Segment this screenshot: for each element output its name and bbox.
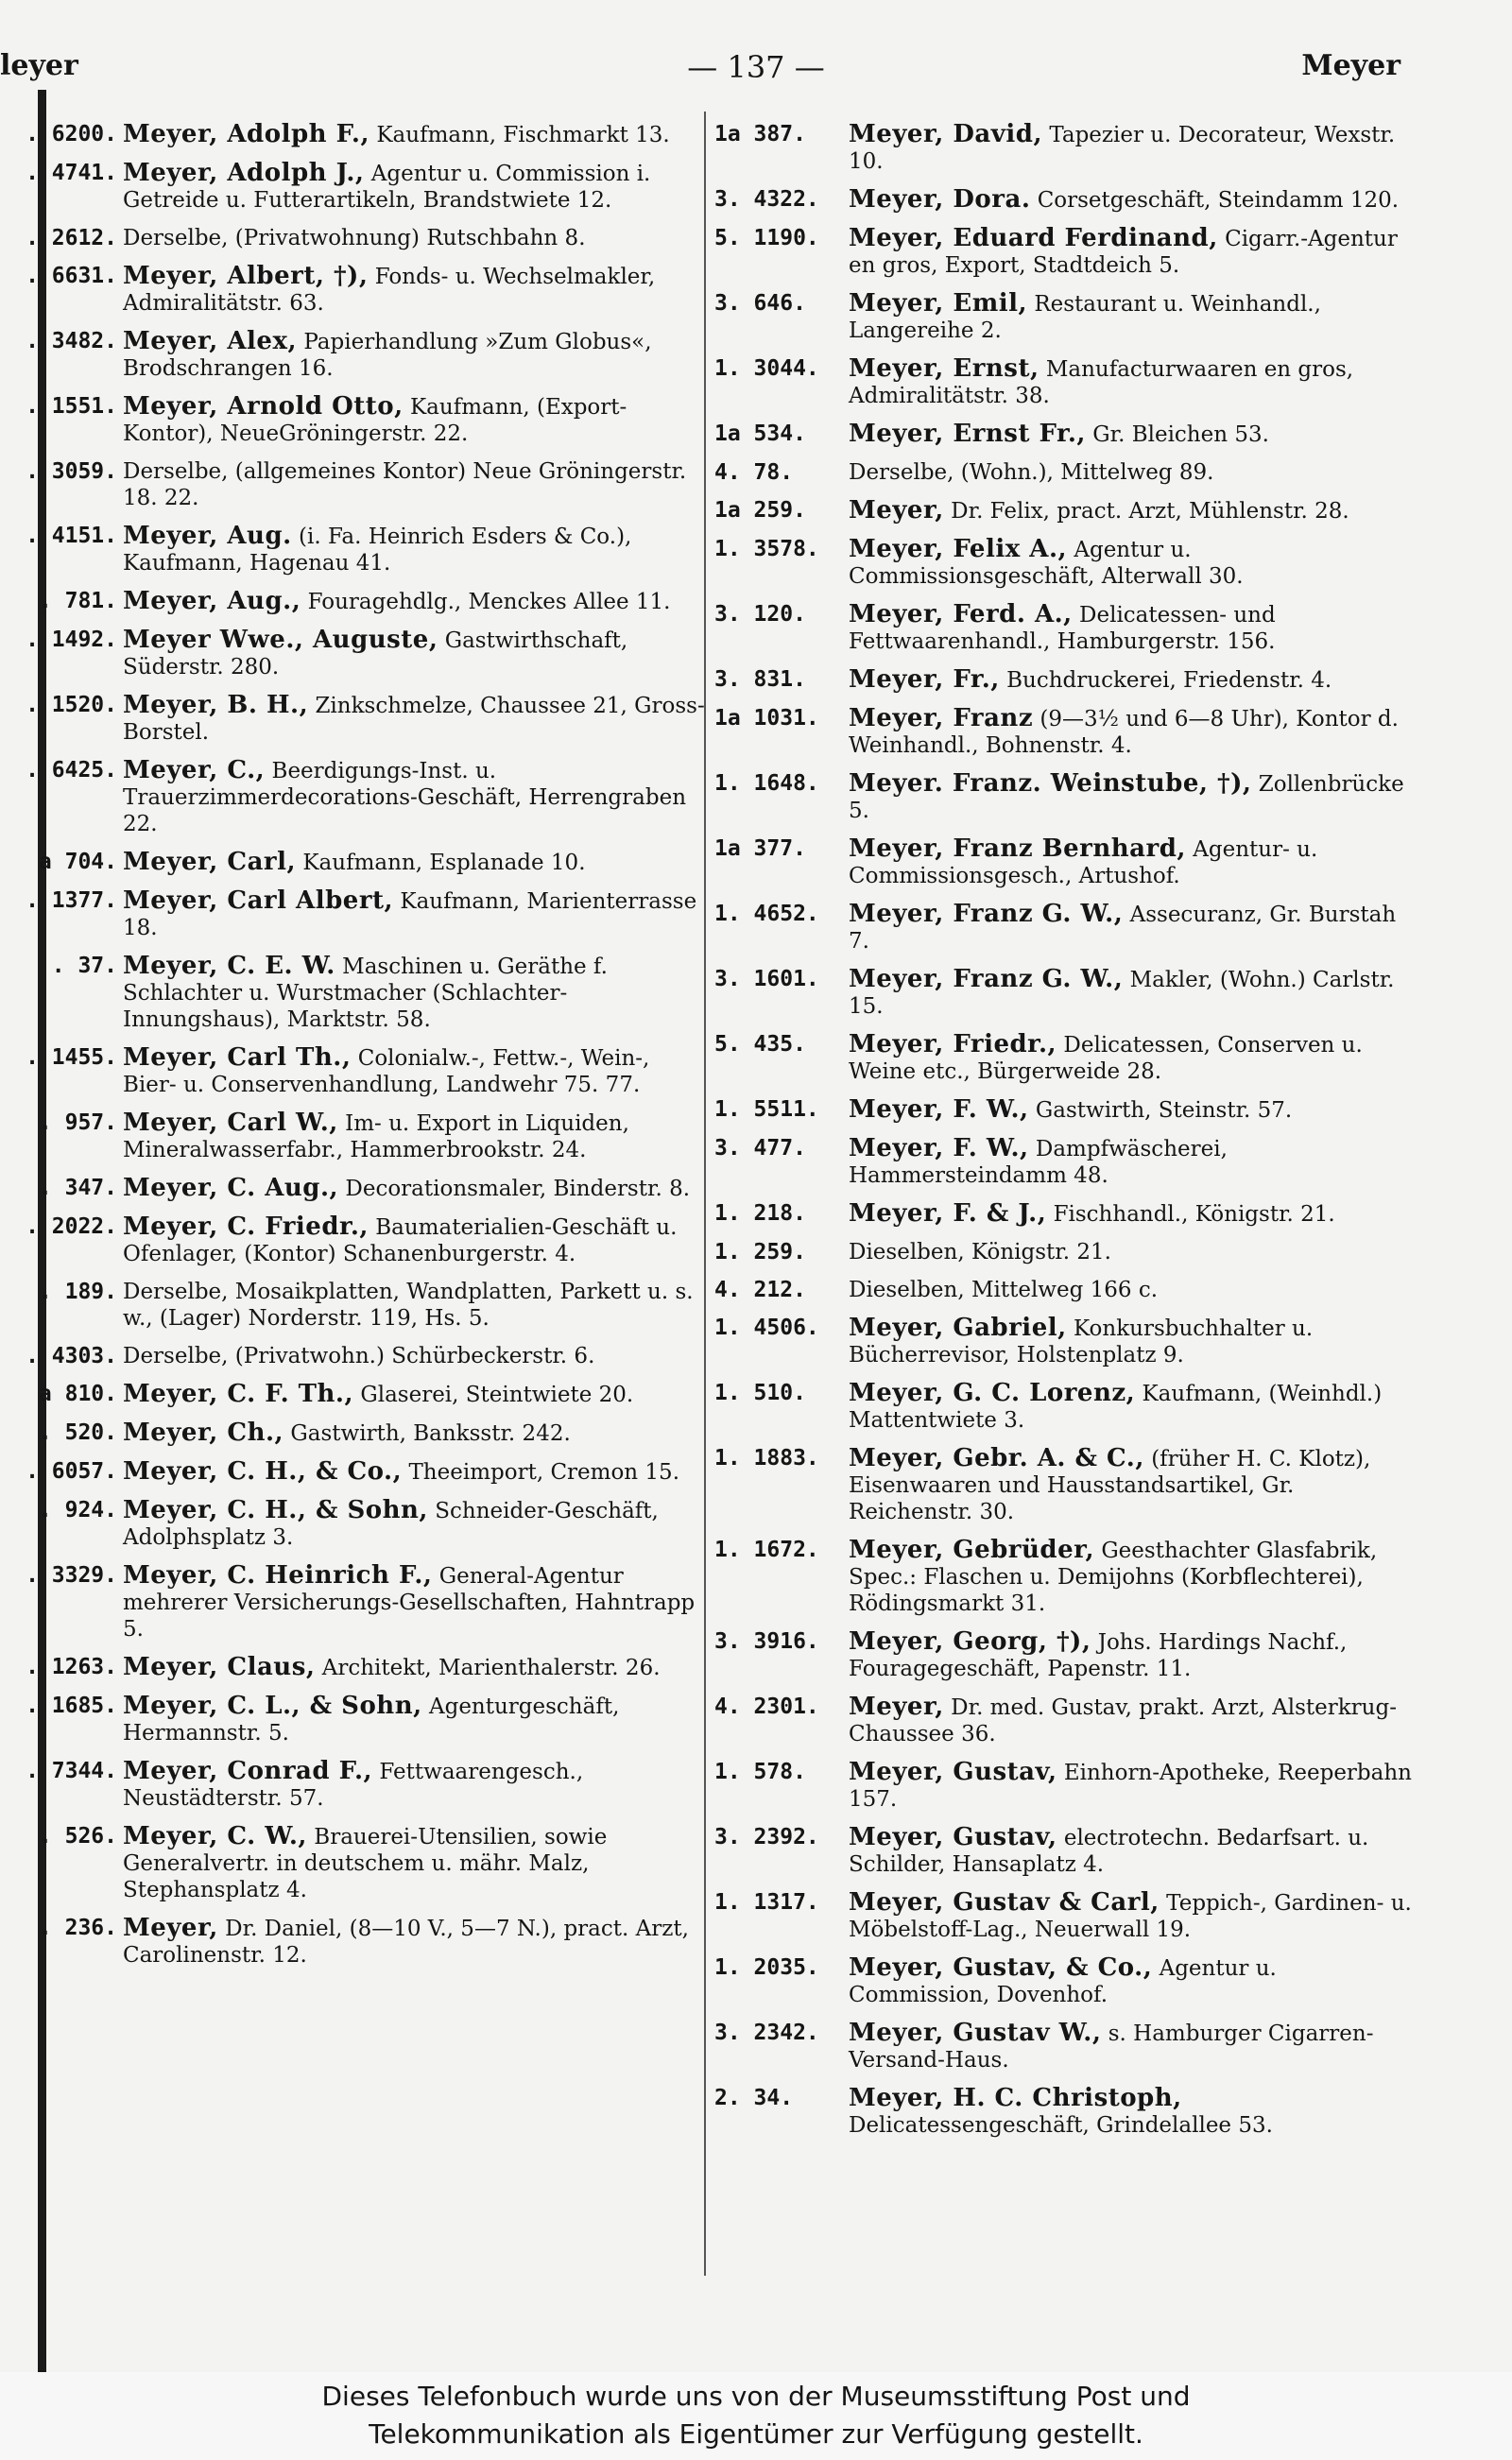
- entry-description: Zinkschmelze, Chaussee 21, Gross-Borstel.: [123, 694, 705, 745]
- phone-number: . 1455.: [26, 1045, 117, 1070]
- phone-number: 5. 435.: [714, 1032, 806, 1057]
- directory-entry: [707, 1889, 1418, 1943]
- entry-name: Meyer, Friedr.,: [849, 1030, 1057, 1058]
- entry-description: Manufacturwaaren en gros, Admiralitätstr. 38.: [849, 357, 1354, 408]
- entry-description: Kaufmann, Esplanade 10.: [302, 851, 586, 875]
- entry-description: Agentur- u. Commissionsgesch., Artushof.: [849, 837, 1318, 888]
- entry-description: Derselbe, (Wohn.), Mittelweg 89.: [849, 460, 1214, 485]
- directory-entry: [0, 1458, 707, 1486]
- directory-entry: [707, 1445, 1418, 1525]
- entry-description: Dieselben, Königstr. 21.: [849, 1240, 1111, 1264]
- phone-number: a 704.: [38, 850, 117, 874]
- entry-name: Meyer, Gustav,: [849, 1758, 1057, 1786]
- directory-entry: [707, 1824, 1418, 1878]
- entry-name: Meyer, Eduard Ferdinand,: [849, 224, 1218, 252]
- entry-description: Glaserei, Steintwiete 20.: [360, 1383, 634, 1407]
- phone-number: 1. 1883.: [714, 1446, 819, 1471]
- entry-description: Konkursbuchhalter u. Bücherrevisor, Holstenplatz 9.: [849, 1316, 1314, 1368]
- entry-description: Zollenbrücke 5.: [849, 772, 1404, 823]
- entry-description: Papierhandlung »Zum Globus«, Brodschrangen 16.: [123, 330, 652, 381]
- directory-entry: [707, 705, 1418, 759]
- entry-description: Einhorn-Apotheke, Reeperbahn 157.: [849, 1761, 1412, 1812]
- entry-description: Dr. med. Gustav, prakt. Arzt, Alsterkrug-Chaussee 36.: [849, 1695, 1397, 1746]
- phone-number: . 6631.: [26, 264, 117, 288]
- directory-entry: [0, 1758, 707, 1812]
- entry-name: Meyer, Gustav, & Co.,: [849, 1953, 1153, 1982]
- directory-entry: [707, 1277, 1418, 1303]
- entry-description: Fettwaarengesch., Neustädterstr. 57.: [123, 1760, 584, 1811]
- entry-name: Meyer, Ernst Fr.,: [849, 420, 1086, 448]
- phone-number: . 2022.: [26, 1214, 117, 1239]
- directory-entry: [0, 849, 707, 876]
- phone-number: 3. 477.: [714, 1136, 806, 1161]
- phone-number: 3. 2342.: [714, 2021, 819, 2045]
- entry-description: Delicatessen- und Fettwaarenhandl., Hamburgerstr. 156.: [849, 603, 1276, 654]
- phone-number: . 4151.: [26, 524, 117, 548]
- directory-entry: [0, 523, 707, 576]
- phone-number: . 37.: [51, 954, 117, 978]
- phone-number: . 4303.: [26, 1344, 117, 1368]
- entry-name: Meyer Wwe., Auguste,: [123, 626, 438, 654]
- entry-description: Derselbe, (Privatwohnung) Rutschbahn 8.: [123, 226, 586, 250]
- phone-number: . 2612.: [26, 226, 117, 250]
- directory-entry: [0, 1497, 707, 1551]
- directory-entry: [0, 1915, 707, 1969]
- entry-name: Meyer, C. E. W.: [123, 952, 335, 980]
- entry-description: Johs. Hardings Nachf., Fouragegeschäft, Papenstr. 11.: [849, 1630, 1348, 1681]
- phone-number: 1. 259.: [714, 1240, 806, 1264]
- entry-description: Assecuranz, Gr. Burstah 7.: [849, 903, 1397, 954]
- entry-description: Derselbe, (allgemeines Kontor) Neue Gröningerstr. 18. 22.: [123, 459, 687, 510]
- directory-entry: [707, 1628, 1418, 1682]
- entry-name: Meyer,: [123, 1914, 218, 1942]
- phone-number: . 6057.: [26, 1459, 117, 1484]
- phone-number: 2. 34.: [714, 2086, 794, 2110]
- entry-description: Gastwirthschaft, Süderstr. 280.: [123, 628, 628, 680]
- entry-name: Meyer, Franz: [849, 704, 1034, 732]
- directory-entry: [707, 1239, 1418, 1265]
- entry-name: Meyer, Carl,: [123, 848, 297, 876]
- entry-description: Geesthachter Glasfabrik, Spec.: Flaschen u. Demijohns (Korbflechterei), Rödingsmarkt 31.: [849, 1539, 1378, 1616]
- entry-description: Kaufmann, Fischmarkt 13.: [376, 123, 670, 147]
- page-header: [0, 49, 1512, 96]
- entry-description: Delicatessen, Conserven u. Weine etc., Bürgerweide 28.: [849, 1033, 1363, 1084]
- directory-entry: [707, 2085, 1418, 2139]
- directory-entry: [0, 458, 707, 511]
- phone-number: a 810.: [38, 1382, 117, 1406]
- entry-name: Meyer, G. C. Lorenz,: [849, 1379, 1136, 1407]
- phone-number: 1. 4506.: [714, 1316, 819, 1340]
- entry-name: Meyer, C. L., & Sohn,: [123, 1692, 422, 1720]
- left-column: [0, 121, 707, 1980]
- directory-entry: [0, 263, 707, 317]
- phone-number: . 1551.: [26, 394, 117, 419]
- entry-description: Derselbe, (Privatwohn.) Schürbeckerstr. 6.: [123, 1344, 595, 1368]
- entry-name: Meyer, Carl Albert,: [123, 886, 394, 915]
- directory-entry: [707, 966, 1418, 1020]
- entry-name: Meyer, Ernst,: [849, 354, 1040, 383]
- phone-number: 1. 2035.: [714, 1955, 819, 1980]
- directory-entry: [0, 887, 707, 941]
- entry-description: Agentur u. Commission i. Getreide u. Futterartikeln, Brandstwiete 12.: [123, 162, 651, 213]
- entry-description: Brauerei-Utensilien, sowie Generalvertr. in deutschem u. mähr. Malz, Stephansplatz 4.: [123, 1825, 608, 1902]
- phone-number: 4. 78.: [714, 460, 794, 485]
- directory-entry: [707, 1200, 1418, 1228]
- directory-entry: [0, 757, 707, 837]
- entry-description: Fonds- u. Wechselmakler, Admiralitätstr. 63.: [123, 265, 656, 316]
- phone-number: . 924.: [38, 1498, 117, 1522]
- directory-entry: [707, 355, 1418, 409]
- entry-description: Gr. Bleichen 53.: [1092, 422, 1269, 447]
- entry-name: Meyer, Claus,: [123, 1653, 316, 1681]
- entry-description: General-Agentur mehrerer Versicherungs-Gesellschaften, Hahntrapp 5.: [123, 1564, 696, 1642]
- directory-entry: [0, 1419, 707, 1447]
- phone-number: 3. 646.: [714, 291, 806, 316]
- phone-number: 1a 377.: [714, 836, 806, 861]
- directory-entry: [707, 1759, 1418, 1813]
- directory-entry: [707, 225, 1418, 279]
- directory-entry: [0, 692, 707, 746]
- entry-description: Gastwirth, Banksstr. 242.: [290, 1421, 571, 1446]
- entry-name: Meyer, Franz G. W.,: [849, 965, 1124, 993]
- phone-number: . 3329.: [26, 1563, 117, 1588]
- directory-entry: [707, 459, 1418, 486]
- entry-description: Fischhandl., Königstr. 21.: [1053, 1202, 1335, 1227]
- directory-entry: [0, 1693, 707, 1746]
- phone-number: 1. 5511.: [714, 1097, 819, 1122]
- entry-name: Meyer, C. F. Th.,: [123, 1380, 354, 1408]
- phone-number: . 6200.: [26, 122, 117, 146]
- directory-entry: [707, 121, 1418, 175]
- entry-description: Dr. Felix, pract. Arzt, Mühlenstr. 28.: [951, 499, 1349, 524]
- entry-name: Meyer, Adolph J.,: [123, 159, 365, 187]
- entry-name: Meyer, H. C. Christoph,: [849, 2084, 1182, 2112]
- entry-name: Meyer, Arnold Otto,: [123, 392, 404, 421]
- directory-entry: [0, 588, 707, 615]
- phone-number: 3. 120.: [714, 602, 806, 627]
- phone-number: 1a 387.: [714, 122, 806, 146]
- entry-name: Meyer. Franz. Weinstube, †),: [849, 769, 1252, 798]
- entry-name: Meyer, C. Aug.,: [123, 1174, 339, 1202]
- directory-entry: [707, 1380, 1418, 1434]
- entry-description: Agentur u. Commission, Dovenhof.: [849, 1956, 1277, 2007]
- entry-name: Meyer, C. H., & Sohn,: [123, 1496, 428, 1524]
- directory-entry: [0, 1654, 707, 1681]
- entry-description: Colonialw.-, Fettw.-, Wein-, Bier- u. Conservenhandlung, Landwehr 75. 77.: [123, 1046, 650, 1097]
- phone-number: 1. 3044.: [714, 356, 819, 381]
- entry-description: Dampfwäscherei, Hammersteindamm 48.: [849, 1137, 1228, 1188]
- directory-entry: [707, 1315, 1418, 1368]
- entry-name: Meyer, Emil,: [849, 289, 1028, 318]
- right-column: [707, 121, 1418, 2150]
- directory-entry: [707, 536, 1418, 590]
- phone-number: . 1492.: [26, 628, 117, 652]
- running-head-right: Meyer: [1301, 49, 1400, 82]
- entry-name: Meyer, Albert, †),: [123, 262, 369, 290]
- phone-number: . 1520.: [26, 693, 117, 717]
- directory-entry: [0, 1175, 707, 1202]
- directory-entry: [707, 497, 1418, 525]
- entry-name: Meyer, Aug.: [123, 522, 292, 550]
- entry-name: Meyer, Felix A.,: [849, 535, 1068, 563]
- entry-description: Dieselben, Mittelweg 166 c.: [849, 1278, 1159, 1302]
- phone-number: . 526.: [38, 1824, 117, 1849]
- phone-number: 4. 2301.: [714, 1694, 819, 1719]
- directory-entry: [0, 393, 707, 447]
- entry-description: Buchdruckerei, Friedenstr. 4.: [1006, 668, 1332, 693]
- entry-description: Beerdigungs-Inst. u. Trauerzimmerdecorations-Geschäft, Herrengraben 22.: [123, 759, 687, 836]
- directory-entry: [707, 186, 1418, 214]
- entry-name: Meyer, Carl W.,: [123, 1109, 338, 1137]
- directory-entry: [707, 1031, 1418, 1085]
- running-head-left: leyer: [0, 49, 78, 82]
- phone-number: . 781.: [38, 589, 117, 613]
- phone-number: . 1685.: [26, 1694, 117, 1718]
- phone-number: 1. 1672.: [714, 1538, 819, 1562]
- phone-number: 1. 1317.: [714, 1890, 819, 1915]
- phone-number: 4. 212.: [714, 1278, 806, 1302]
- directory-entry: [707, 666, 1418, 694]
- entry-description: Corsetgeschäft, Steindamm 120.: [1037, 188, 1400, 213]
- entry-name: Meyer, Conrad F.,: [123, 1757, 373, 1785]
- page-number: — 137 —: [687, 49, 825, 85]
- entry-name: Meyer, Dora.: [849, 185, 1031, 214]
- entry-description: Teppich-, Gardinen- u. Möbelstoff-Lag., Neuerwall 19.: [849, 1891, 1412, 1942]
- directory-entry: [0, 1110, 707, 1163]
- entry-description: Kaufmann, Marienterrasse 18.: [123, 889, 697, 940]
- entry-description: Dr. Daniel, (8—10 V., 5—7 N.), pract. Arzt, Carolinenstr. 12.: [123, 1917, 689, 1968]
- entry-description: Cigarr.-Agentur en gros, Export, Stadtdeich 5.: [849, 227, 1398, 278]
- phone-number: 3. 3916.: [714, 1629, 819, 1654]
- directory-entry: [707, 421, 1418, 448]
- phone-number: . 3059.: [26, 459, 117, 484]
- phone-number: . 3482.: [26, 329, 117, 353]
- entry-name: Meyer, Alex,: [123, 327, 298, 355]
- directory-entry: [0, 328, 707, 382]
- phone-number: . 1377.: [26, 888, 117, 913]
- entry-description: Im- u. Export in Liquiden, Mineralwasserfabr., Hammerbrookstr. 24.: [123, 1111, 629, 1162]
- entry-name: Meyer, C.,: [123, 756, 266, 784]
- directory-entry: [0, 160, 707, 214]
- directory-entry: [707, 2020, 1418, 2073]
- directory-entry: [707, 601, 1418, 655]
- entry-name: Meyer, Carl Th.,: [123, 1043, 352, 1072]
- footer-line-1: Dieses Telefonbuch wurde uns von der Museumsstiftung Post und: [321, 2381, 1191, 2412]
- entry-name: Meyer, C. W.,: [123, 1822, 307, 1850]
- entry-name: Meyer, Georg, †),: [849, 1627, 1091, 1656]
- phone-number: . 4741.: [26, 161, 117, 185]
- phone-number: 1. 4652.: [714, 902, 819, 926]
- phone-number: . 1263.: [26, 1655, 117, 1679]
- entry-description: Schneider-Geschäft, Adolphsplatz 3.: [123, 1499, 659, 1550]
- entry-description: Maschinen u. Geräthe f. Schlachter u. Wurstmacher (Schlachter-Innungshaus), Marktstr. 58.: [123, 955, 608, 1032]
- entry-name: Meyer, C. H., & Co.,: [123, 1457, 403, 1486]
- entry-description: Kaufmann, (Weinhdl.) Mattentwiete 3.: [849, 1382, 1383, 1433]
- entry-name: Meyer, F. W.,: [849, 1134, 1029, 1162]
- entry-description: (i. Fa. Heinrich Esders & Co.), Kaufmann, Hagenau 41.: [123, 525, 632, 576]
- phone-number: 5. 1190.: [714, 226, 819, 250]
- entry-name: Meyer, F. & J.,: [849, 1199, 1047, 1228]
- directory-entry: [0, 1213, 707, 1267]
- entry-description: Theeimport, Cremon 15.: [408, 1460, 680, 1485]
- directory-entry: [0, 953, 707, 1033]
- entry-description: Tapezier u. Decorateur, Wexstr. 10.: [849, 123, 1396, 174]
- phone-number: . 189.: [38, 1280, 117, 1304]
- phone-number: 1. 3578.: [714, 537, 819, 561]
- directory-entry: [707, 1096, 1418, 1124]
- directory-entry: [0, 627, 707, 680]
- phone-number: . 7344.: [26, 1759, 117, 1783]
- entry-name: Meyer, Adolph F.,: [123, 120, 370, 148]
- entry-description: Agentur u. Commissionsgeschäft, Alterwall 30.: [849, 538, 1244, 589]
- phone-number: 1a 1031.: [714, 706, 819, 731]
- entry-description: Architekt, Marienthalerstr. 26.: [321, 1656, 661, 1680]
- entry-description: Gastwirth, Steinstr. 57.: [1035, 1098, 1293, 1123]
- directory-entry: [707, 1954, 1418, 2008]
- entry-description: Restaurant u. Weinhandl., Langereihe 2.: [849, 292, 1321, 343]
- phone-number: 1a 534.: [714, 421, 806, 446]
- entry-name: Meyer, Ch.,: [123, 1419, 284, 1447]
- phone-number: 3. 2392.: [714, 1825, 819, 1849]
- phone-number: . 957.: [38, 1110, 117, 1135]
- entry-description: Kaufmann, (Export-Kontor), NeueGröningerstr. 22.: [123, 395, 627, 446]
- phone-number: . 347.: [38, 1176, 117, 1200]
- entry-description: Agenturgeschäft, Hermannstr. 5.: [123, 1694, 620, 1746]
- entry-name: Meyer, F. W.,: [849, 1095, 1029, 1124]
- phone-number: 1. 1648.: [714, 771, 819, 796]
- entry-description: Makler, (Wohn.) Carlstr. 15.: [849, 968, 1395, 1019]
- phone-number: 1. 578.: [714, 1760, 806, 1784]
- entry-name: Meyer, Ferd. A.,: [849, 600, 1073, 628]
- phone-number: 1. 218.: [714, 1201, 806, 1226]
- directory-entry: [707, 1135, 1418, 1189]
- entry-name: Meyer, Gustav W.,: [849, 2019, 1102, 2047]
- entry-name: Meyer, David,: [849, 120, 1042, 148]
- entry-name: Meyer, Gabriel,: [849, 1314, 1067, 1342]
- directory-entry: [0, 1279, 707, 1332]
- directory-entry: [0, 225, 707, 251]
- entry-name: Meyer, Aug.,: [123, 587, 301, 615]
- entry-name: Meyer, Gustav & Carl,: [849, 1888, 1160, 1917]
- directory-entry: [707, 1537, 1418, 1617]
- phone-number: . 6425.: [26, 758, 117, 783]
- entry-name: Meyer, C. Heinrich F.,: [123, 1561, 433, 1590]
- entry-name: Meyer, Franz Bernhard,: [849, 834, 1186, 863]
- entry-name: Meyer, C. Friedr.,: [123, 1213, 369, 1241]
- footer-notice: [0, 2372, 1512, 2460]
- directory-entry: [0, 1562, 707, 1643]
- footer-line-2: Telekommunikation als Eigentümer zur Verfügung gestellt.: [369, 2418, 1143, 2450]
- directory-entry: [707, 1694, 1418, 1747]
- entry-name: Meyer, Franz G. W.,: [849, 900, 1124, 928]
- phone-number: . 236.: [38, 1916, 117, 1940]
- entry-description: Baumaterialien-Geschäft u. Ofenlager, (Kontor) Schanenburgerstr. 4.: [123, 1215, 678, 1266]
- entry-description: Fouragehdlg., Menckes Allee 11.: [307, 590, 671, 614]
- entry-name: Meyer, Gebr. A. & C.,: [849, 1444, 1144, 1472]
- entry-description: Derselbe, Mosaikplatten, Wandplatten, Parkett u. s. w., (Lager) Norderstr. 119, Hs. 5.: [123, 1280, 694, 1331]
- entry-name: Meyer, Gustav,: [849, 1823, 1057, 1851]
- directory-entry: [0, 1044, 707, 1098]
- directory-entry: [0, 121, 707, 148]
- phone-number: . 520.: [38, 1420, 117, 1445]
- directory-entry: [707, 290, 1418, 344]
- phone-number: 1. 510.: [714, 1381, 806, 1405]
- directory-entry: [707, 901, 1418, 955]
- entry-description: electrotechn. Bedarfsart. u. Schilder, Hansaplatz 4.: [849, 1826, 1369, 1877]
- directory-entry: [707, 835, 1418, 889]
- phone-number: 3. 4322.: [714, 187, 819, 212]
- entry-description: Decorationsmaler, Binderstr. 8.: [345, 1177, 691, 1201]
- phone-number: 1a 259.: [714, 498, 806, 523]
- entry-name: Meyer, B. H.,: [123, 691, 309, 719]
- entry-description: s. Hamburger Cigarren-Versand-Haus.: [849, 2021, 1374, 2073]
- entry-description: (früher H. C. Klotz), Eisenwaaren und Hausstandsartikel, Gr. Reichenstr. 30.: [849, 1447, 1371, 1524]
- phone-number: 3. 831.: [714, 667, 806, 692]
- entry-description: Delicatessengeschäft, Grindelallee 53.: [849, 2113, 1273, 2138]
- entry-name: Meyer, Fr.,: [849, 665, 1000, 694]
- directory-entry: [0, 1381, 707, 1408]
- directory-entry: [0, 1343, 707, 1369]
- entry-name: Meyer,: [849, 496, 944, 525]
- entry-name: Meyer,: [849, 1693, 944, 1721]
- directory-entry: [707, 770, 1418, 824]
- directory-entry: [0, 1823, 707, 1903]
- phone-number: 3. 1601.: [714, 967, 819, 991]
- entry-description: (9—3½ und 6—8 Uhr), Kontor d. Weinhandl., Bohnenstr. 4.: [849, 707, 1399, 758]
- entry-name: Meyer, Gebrüder,: [849, 1536, 1094, 1564]
